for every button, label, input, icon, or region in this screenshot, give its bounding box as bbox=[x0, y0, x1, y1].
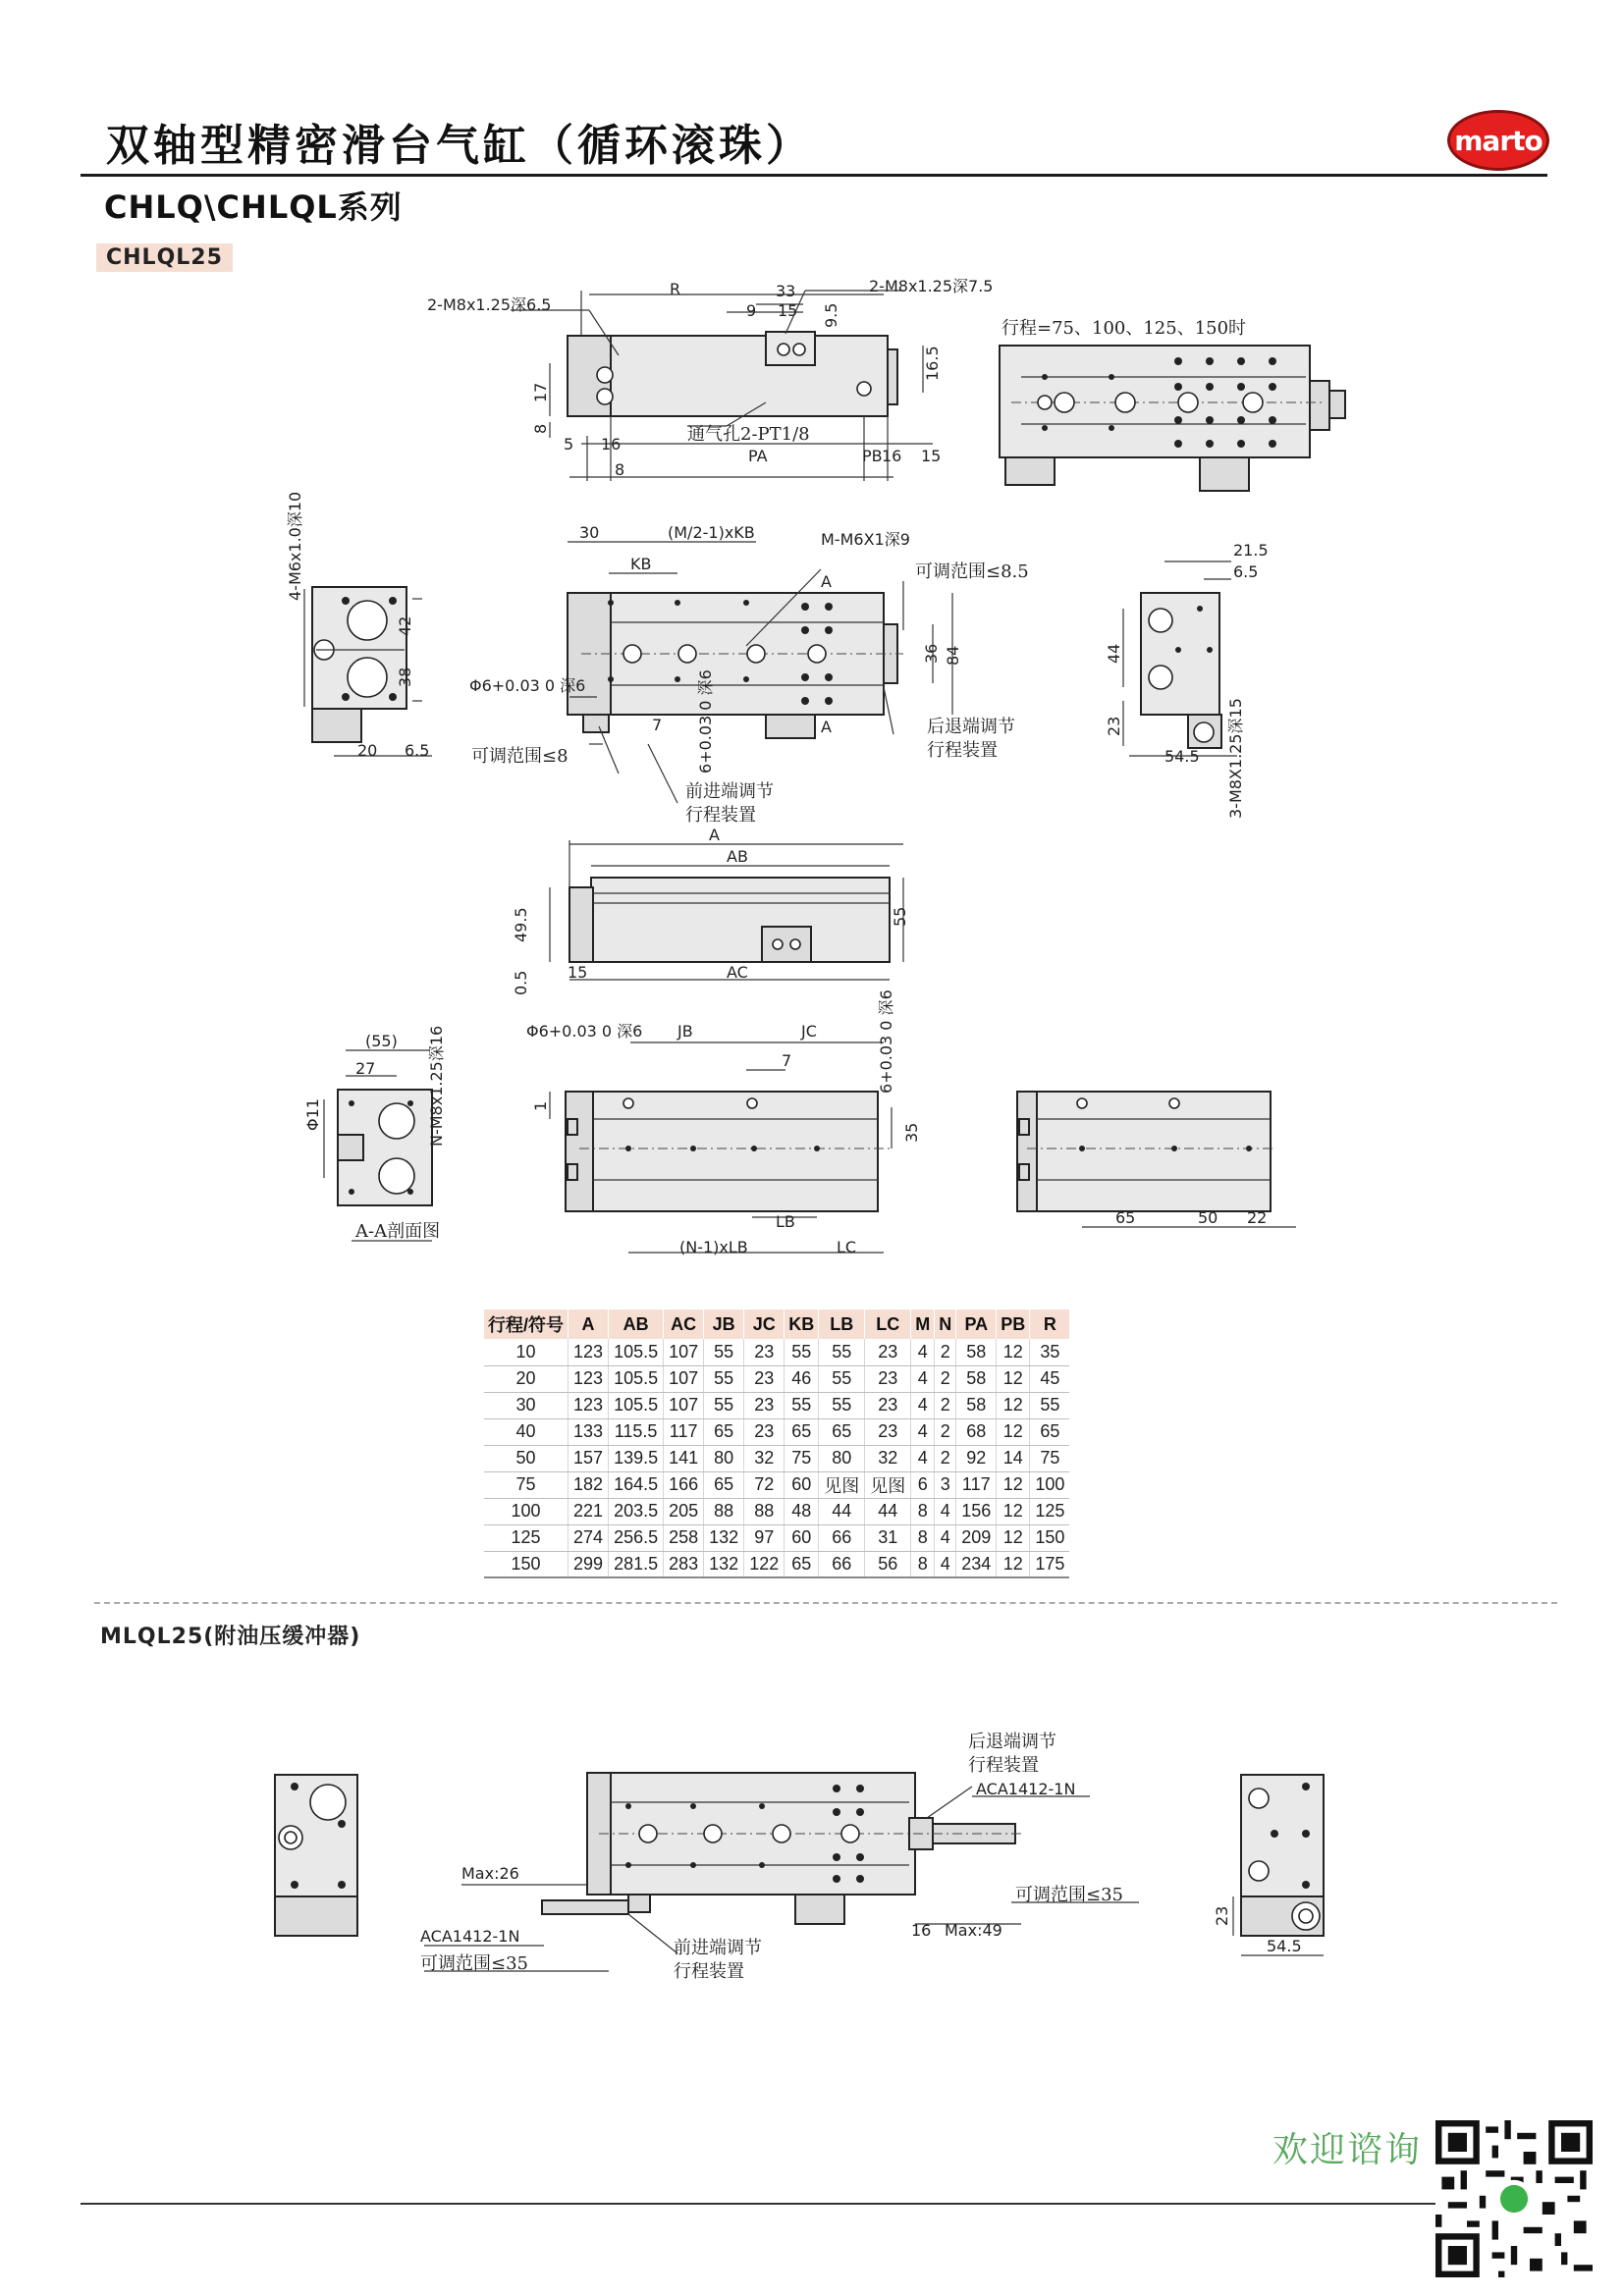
svg-text:Φ6+0.03 0 深6: Φ6+0.03 0 深6 bbox=[469, 676, 586, 695]
table-cell: 8 bbox=[911, 1551, 935, 1577]
drawing-side-elevation bbox=[512, 826, 909, 995]
table-cell: 50 bbox=[484, 1445, 568, 1471]
table-cell: 4 bbox=[911, 1418, 935, 1445]
table-header-row: 行程/符号 A AB AC JB JC KB LB LC M N PA PB R bbox=[484, 1309, 1069, 1339]
svg-text:M-M6X1深9: M-M6X1深9 bbox=[821, 530, 910, 549]
svg-text:行程装置: 行程装置 bbox=[685, 805, 756, 826]
table-cell: 88 bbox=[744, 1498, 785, 1524]
svg-text:(55): (55) bbox=[365, 1032, 398, 1050]
table-cell: 55 bbox=[785, 1339, 819, 1365]
svg-text:54.5: 54.5 bbox=[1267, 1937, 1302, 1955]
svg-text:A: A bbox=[821, 572, 832, 591]
table-cell: 132 bbox=[704, 1524, 744, 1551]
svg-text:6.5: 6.5 bbox=[1233, 562, 1259, 581]
svg-text:(N-1)xLB: (N-1)xLB bbox=[679, 1238, 748, 1256]
table-cell: 105.5 bbox=[609, 1392, 664, 1418]
svg-text:JC: JC bbox=[801, 1022, 817, 1041]
svg-text:A: A bbox=[821, 718, 832, 736]
svg-text:54.5: 54.5 bbox=[1164, 747, 1200, 766]
table-cell: 55 bbox=[704, 1392, 744, 1418]
table-cell: 139.5 bbox=[609, 1445, 664, 1471]
table-cell: 20 bbox=[484, 1365, 568, 1392]
svg-text:行程=75、100、125、150时: 行程=75、100、125、150时 bbox=[1001, 318, 1247, 339]
table-row bbox=[484, 1498, 1069, 1524]
table-cell: 258 bbox=[664, 1524, 704, 1551]
svg-text:可调范围≤35: 可调范围≤35 bbox=[420, 1953, 528, 1974]
svg-text:15: 15 bbox=[778, 301, 798, 320]
table-cell: 10 bbox=[484, 1339, 568, 1365]
table-cell: 164.5 bbox=[609, 1471, 664, 1498]
table-row bbox=[484, 1551, 1069, 1577]
table-cell: 3 bbox=[935, 1471, 956, 1498]
table-cell: 2 bbox=[935, 1418, 956, 1445]
table-cell: 55 bbox=[819, 1339, 865, 1365]
table-cell: 133 bbox=[568, 1418, 609, 1445]
table-cell: 2 bbox=[935, 1445, 956, 1471]
table-cell: 4 bbox=[911, 1445, 935, 1471]
svg-text:4-M6x1.0深10: 4-M6x1.0深10 bbox=[286, 491, 304, 601]
table-cell: 55 bbox=[1030, 1392, 1070, 1418]
table-cell: 234 bbox=[956, 1551, 997, 1577]
table-cell: 256.5 bbox=[609, 1524, 664, 1551]
table-cell: 274 bbox=[568, 1524, 609, 1551]
table-cell: 23 bbox=[865, 1339, 911, 1365]
svg-text:23: 23 bbox=[1105, 716, 1123, 736]
table-cell: 4 bbox=[911, 1339, 935, 1365]
svg-text:9.5: 9.5 bbox=[822, 302, 840, 328]
table-cell: 12 bbox=[997, 1498, 1030, 1524]
svg-text:通气孔2-PT1/8: 通气孔2-PT1/8 bbox=[687, 424, 810, 445]
model-tab-chlql25: CHLQL25 bbox=[96, 243, 233, 272]
table-cell: 105.5 bbox=[609, 1339, 664, 1365]
svg-text:KB: KB bbox=[630, 555, 652, 573]
table-cell: 2 bbox=[935, 1365, 956, 1392]
table-cell: 299 bbox=[568, 1551, 609, 1577]
table-row bbox=[484, 1524, 1069, 1551]
table-cell: 75 bbox=[785, 1445, 819, 1471]
svg-text:A-A剖面图: A-A剖面图 bbox=[355, 1221, 441, 1242]
table-cell: 105.5 bbox=[609, 1365, 664, 1392]
svg-text:行程装置: 行程装置 bbox=[968, 1755, 1039, 1776]
bottom-rule bbox=[81, 2203, 1435, 2205]
table-row bbox=[484, 1418, 1069, 1445]
table-cell: 66 bbox=[819, 1551, 865, 1577]
table-cell: 107 bbox=[664, 1392, 704, 1418]
table-cell: 12 bbox=[997, 1339, 1030, 1365]
table-cell: 46 bbox=[785, 1365, 819, 1392]
table-cell: 107 bbox=[664, 1339, 704, 1365]
table-cell: 12 bbox=[997, 1471, 1030, 1498]
svg-text:16: 16 bbox=[911, 1921, 932, 1940]
svg-text:AC: AC bbox=[727, 963, 748, 982]
svg-text:16: 16 bbox=[601, 435, 622, 454]
table-cell: 12 bbox=[997, 1524, 1030, 1551]
drawing-mid-right bbox=[1105, 541, 1269, 819]
series-title: CHLQ\CHLQL系列 bbox=[104, 188, 403, 226]
svg-text:PB: PB bbox=[862, 447, 883, 465]
table-cell: 23 bbox=[744, 1339, 785, 1365]
svg-text:ACA1412-1N: ACA1412-1N bbox=[420, 1927, 520, 1946]
table-cell: 281.5 bbox=[609, 1551, 664, 1577]
spec-table bbox=[484, 1309, 1069, 1578]
table-cell: 88 bbox=[704, 1498, 744, 1524]
table-cell: 32 bbox=[865, 1445, 911, 1471]
table-cell: 65 bbox=[785, 1418, 819, 1445]
svg-text:后退端调节: 后退端调节 bbox=[968, 1732, 1056, 1752]
svg-text:49.5: 49.5 bbox=[512, 907, 530, 942]
table-cell: 4 bbox=[911, 1392, 935, 1418]
table-cell: 97 bbox=[744, 1524, 785, 1551]
svg-text:2-M8x1.25深7.5: 2-M8x1.25深7.5 bbox=[869, 277, 994, 295]
svg-text:2-M8x1.25深6.5: 2-M8x1.25深6.5 bbox=[427, 295, 552, 314]
table-cell: 123 bbox=[568, 1365, 609, 1392]
table-cell: 8 bbox=[911, 1498, 935, 1524]
table-cell: 175 bbox=[1030, 1551, 1070, 1577]
table-cell: 12 bbox=[997, 1418, 1030, 1445]
svg-text:A: A bbox=[709, 826, 720, 844]
svg-text:16.5: 16.5 bbox=[923, 346, 942, 381]
table-cell: 14 bbox=[997, 1445, 1030, 1471]
svg-text:16: 16 bbox=[882, 447, 902, 465]
table-row bbox=[484, 1339, 1069, 1365]
svg-text:17: 17 bbox=[531, 382, 550, 402]
table-cell: 23 bbox=[744, 1418, 785, 1445]
svg-text:3-M8X1.25深15: 3-M8X1.25深15 bbox=[1226, 698, 1245, 819]
svg-text:AB: AB bbox=[727, 847, 748, 866]
table-cell: 117 bbox=[664, 1418, 704, 1445]
table-cell: 60 bbox=[785, 1524, 819, 1551]
table-cell: 122 bbox=[744, 1551, 785, 1577]
svg-text:6+0.03 0 深6: 6+0.03 0 深6 bbox=[696, 669, 715, 774]
table-cell: 123 bbox=[568, 1392, 609, 1418]
table-row bbox=[484, 1365, 1069, 1392]
svg-text:33: 33 bbox=[776, 282, 796, 300]
table-cell: 65 bbox=[785, 1551, 819, 1577]
table-cell: 见图 bbox=[865, 1471, 911, 1498]
table-cell: 55 bbox=[819, 1365, 865, 1392]
drawing-mid-left bbox=[286, 492, 432, 760]
table-cell: 见图 bbox=[819, 1471, 865, 1498]
svg-text:55: 55 bbox=[891, 906, 909, 927]
drawing-top-side bbox=[427, 277, 993, 481]
table-cell: 166 bbox=[664, 1471, 704, 1498]
svg-text:15: 15 bbox=[921, 447, 942, 465]
svg-text:22: 22 bbox=[1247, 1208, 1268, 1227]
table-cell: 8 bbox=[911, 1524, 935, 1551]
brand-logo: marto bbox=[1447, 110, 1549, 171]
svg-text:Max:49: Max:49 bbox=[945, 1921, 1002, 1940]
table-cell: 100 bbox=[484, 1498, 568, 1524]
table-cell: 72 bbox=[744, 1471, 785, 1498]
table-cell: 23 bbox=[865, 1392, 911, 1418]
table-cell: 203.5 bbox=[609, 1498, 664, 1524]
table-cell: 55 bbox=[785, 1392, 819, 1418]
svg-text:84: 84 bbox=[944, 645, 962, 666]
table-cell: 44 bbox=[865, 1498, 911, 1524]
svg-text:Φ11: Φ11 bbox=[303, 1098, 322, 1131]
svg-text:9: 9 bbox=[746, 301, 757, 320]
drawing-section-aa bbox=[303, 1026, 446, 1242]
table-cell: 44 bbox=[819, 1498, 865, 1524]
svg-text:可调范围≤8: 可调范围≤8 bbox=[471, 746, 568, 767]
table-cell: 65 bbox=[1030, 1418, 1070, 1445]
model-tab-mlql25: MLQL25(附油压缓冲器) bbox=[100, 1625, 361, 1649]
table-cell: 157 bbox=[568, 1445, 609, 1471]
table-cell: 48 bbox=[785, 1498, 819, 1524]
table-row bbox=[484, 1445, 1069, 1471]
drawing-top-right bbox=[1000, 318, 1345, 491]
svg-text:42: 42 bbox=[396, 615, 414, 636]
table-cell: 40 bbox=[484, 1418, 568, 1445]
qr-code-icon[interactable] bbox=[1435, 2120, 1593, 2277]
svg-text:6.5: 6.5 bbox=[405, 741, 430, 760]
svg-text:50: 50 bbox=[1198, 1208, 1218, 1227]
svg-text:8: 8 bbox=[531, 423, 550, 434]
table-cell: 80 bbox=[819, 1445, 865, 1471]
table-cell: 31 bbox=[865, 1524, 911, 1551]
table-row bbox=[484, 1471, 1069, 1498]
table-cell: 12 bbox=[997, 1551, 1030, 1577]
table-cell: 156 bbox=[956, 1498, 997, 1524]
table-cell: 35 bbox=[1030, 1339, 1070, 1365]
table-cell: 221 bbox=[568, 1498, 609, 1524]
table-cell: 55 bbox=[704, 1365, 744, 1392]
table-cell: 4 bbox=[911, 1365, 935, 1392]
welcome-text: 欢迎谘询 bbox=[1272, 2130, 1423, 2170]
svg-text:27: 27 bbox=[355, 1059, 376, 1078]
table-cell: 12 bbox=[997, 1365, 1030, 1392]
svg-text:30: 30 bbox=[579, 523, 600, 542]
drawing-mid-main bbox=[469, 523, 1029, 826]
table-cell: 283 bbox=[664, 1551, 704, 1577]
table-cell: 58 bbox=[956, 1392, 997, 1418]
svg-text:7: 7 bbox=[652, 716, 663, 734]
table-cell: 2 bbox=[935, 1339, 956, 1365]
table-cell: 141 bbox=[664, 1445, 704, 1471]
table-cell: 23 bbox=[744, 1392, 785, 1418]
svg-text:Φ6+0.03 0 深6: Φ6+0.03 0 深6 bbox=[526, 1022, 643, 1041]
svg-text:35: 35 bbox=[902, 1122, 921, 1143]
table-cell: 100 bbox=[1030, 1471, 1070, 1498]
svg-text:后退端调节: 后退端调节 bbox=[927, 717, 1015, 737]
table-cell: 209 bbox=[956, 1524, 997, 1551]
svg-text:0.5: 0.5 bbox=[512, 970, 530, 995]
table-cell: 117 bbox=[956, 1471, 997, 1498]
table-cell: 123 bbox=[568, 1339, 609, 1365]
svg-text:15: 15 bbox=[568, 963, 588, 982]
table-cell: 2 bbox=[935, 1392, 956, 1418]
table-row bbox=[484, 1392, 1069, 1418]
table-cell: 4 bbox=[935, 1524, 956, 1551]
svg-text:LB: LB bbox=[776, 1212, 795, 1231]
table-cell: 6 bbox=[911, 1471, 935, 1498]
svg-text:前进端调节: 前进端调节 bbox=[674, 1938, 762, 1958]
table-cell: 65 bbox=[704, 1471, 744, 1498]
drawing-bottom-plan bbox=[526, 989, 921, 1256]
table-cell: 182 bbox=[568, 1471, 609, 1498]
table-cell: 150 bbox=[1030, 1524, 1070, 1551]
table-cell: 23 bbox=[865, 1418, 911, 1445]
svg-text:PA: PA bbox=[748, 447, 768, 465]
section-divider bbox=[94, 1602, 1557, 1604]
table-cell: 75 bbox=[1030, 1445, 1070, 1471]
table-cell: 125 bbox=[484, 1524, 568, 1551]
svg-text:行程装置: 行程装置 bbox=[927, 740, 998, 761]
svg-text:前进端调节: 前进端调节 bbox=[685, 781, 774, 802]
table-cell: 68 bbox=[956, 1418, 997, 1445]
table-cell: 30 bbox=[484, 1392, 568, 1418]
table-cell: 45 bbox=[1030, 1365, 1070, 1392]
svg-text:R: R bbox=[670, 280, 681, 298]
svg-text:6+0.03 0 深6: 6+0.03 0 深6 bbox=[877, 989, 895, 1094]
drawing-bottom-right bbox=[1017, 1092, 1296, 1227]
svg-text:1: 1 bbox=[531, 1100, 550, 1111]
table-cell: 60 bbox=[785, 1471, 819, 1498]
table-cell: 80 bbox=[704, 1445, 744, 1471]
table-cell: 150 bbox=[484, 1551, 568, 1577]
table-cell: 4 bbox=[935, 1551, 956, 1577]
table-cell: 65 bbox=[704, 1418, 744, 1445]
table-cell: 115.5 bbox=[609, 1418, 664, 1445]
svg-text:7: 7 bbox=[782, 1051, 792, 1070]
svg-text:(M/2-1)xKB: (M/2-1)xKB bbox=[668, 523, 755, 542]
table-cell: 66 bbox=[819, 1524, 865, 1551]
svg-text:36: 36 bbox=[922, 643, 941, 664]
table-cell: 132 bbox=[704, 1551, 744, 1577]
svg-text:20: 20 bbox=[357, 741, 378, 760]
svg-text:8: 8 bbox=[615, 460, 625, 479]
svg-text:38: 38 bbox=[396, 667, 414, 687]
table-cell: 55 bbox=[704, 1339, 744, 1365]
table-cell: 205 bbox=[664, 1498, 704, 1524]
table-cell: 23 bbox=[865, 1365, 911, 1392]
table-cell: 58 bbox=[956, 1339, 997, 1365]
table-cell: 58 bbox=[956, 1365, 997, 1392]
svg-text:行程装置: 行程装置 bbox=[674, 1961, 744, 1982]
svg-text:5: 5 bbox=[564, 435, 574, 454]
table-cell: 12 bbox=[997, 1392, 1030, 1418]
svg-text:21.5: 21.5 bbox=[1233, 541, 1269, 560]
page-title: 双轴型精密滑台气缸（循环滚珠） bbox=[106, 121, 813, 171]
table-cell: 75 bbox=[484, 1471, 568, 1498]
svg-text:65: 65 bbox=[1115, 1208, 1136, 1227]
table-cell: 125 bbox=[1030, 1498, 1070, 1524]
table-cell: 107 bbox=[664, 1365, 704, 1392]
table-cell: 55 bbox=[819, 1392, 865, 1418]
svg-text:LC: LC bbox=[837, 1238, 857, 1256]
svg-text:可调范围≤8.5: 可调范围≤8.5 bbox=[915, 561, 1029, 582]
table-cell: 65 bbox=[819, 1418, 865, 1445]
table-cell: 4 bbox=[935, 1498, 956, 1524]
table-cell: 32 bbox=[744, 1445, 785, 1471]
table-cell: 23 bbox=[744, 1365, 785, 1392]
svg-text:Max:26: Max:26 bbox=[461, 1864, 519, 1883]
table-cell: 92 bbox=[956, 1445, 997, 1471]
svg-text:JB: JB bbox=[677, 1022, 693, 1041]
svg-text:23: 23 bbox=[1213, 1905, 1231, 1926]
svg-text:可调范围≤35: 可调范围≤35 bbox=[1015, 1885, 1123, 1905]
table-cell: 56 bbox=[865, 1551, 911, 1577]
svg-text:N-M8x1.25深16: N-M8x1.25深16 bbox=[427, 1025, 446, 1147]
svg-text:44: 44 bbox=[1105, 643, 1123, 664]
svg-text:ACA1412-1N: ACA1412-1N bbox=[976, 1780, 1076, 1798]
